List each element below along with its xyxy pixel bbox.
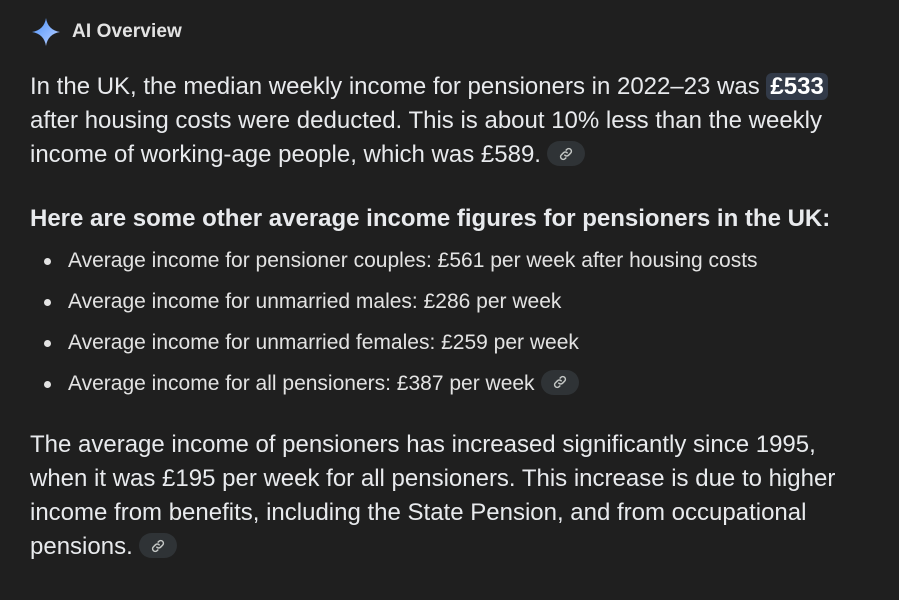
intro-paragraph	[30, 70, 870, 172]
link-icon	[559, 147, 573, 161]
income-figures-list	[30, 240, 870, 404]
list-item-text: Average income for unmarried females: £259 per week	[68, 331, 579, 354]
intro-text-end: after housing costs were deducted. This is about 10% less than the weekly income of working-age people, which was £589.	[30, 107, 823, 168]
bullet-dot	[44, 340, 51, 347]
source-link-button[interactable]	[139, 533, 177, 558]
bullet-dot	[44, 299, 51, 306]
source-link-button[interactable]	[547, 141, 585, 166]
ai-overview-header	[30, 16, 182, 48]
list-item	[30, 363, 870, 404]
overview-content	[30, 70, 870, 564]
ai-overview-title: AI Overview	[72, 21, 182, 42]
summary-paragraph	[30, 428, 870, 564]
list-item	[30, 322, 870, 363]
link-icon	[553, 375, 567, 389]
source-link-button[interactable]	[541, 370, 579, 395]
summary-text: The average income of pensioners has increased significantly since 1995, when it was £195 per week for all pensioners. This increase is due to higher income from benefits, including the State Pension, and from occupational pensions.	[30, 431, 836, 560]
sparkle-icon	[30, 16, 62, 48]
highlighted-value[interactable]: £533	[766, 73, 827, 100]
list-item	[30, 240, 870, 281]
list-item-text: Average income for unmarried males: £286 per week	[68, 290, 562, 313]
section-subheading: Here are some other average income figures for pensioners in the UK:	[30, 205, 831, 232]
intro-text-start: In the UK, the median weekly income for pensioners in 2022–23 was	[30, 73, 767, 100]
bullet-dot	[44, 381, 51, 388]
list-item	[30, 281, 870, 322]
list-item-text: Average income for pensioner couples: £561 per week after housing costs	[68, 249, 758, 272]
link-icon	[151, 539, 165, 553]
list-item-text: Average income for all pensioners: £387 per week	[68, 372, 535, 395]
bullet-dot	[44, 258, 51, 265]
